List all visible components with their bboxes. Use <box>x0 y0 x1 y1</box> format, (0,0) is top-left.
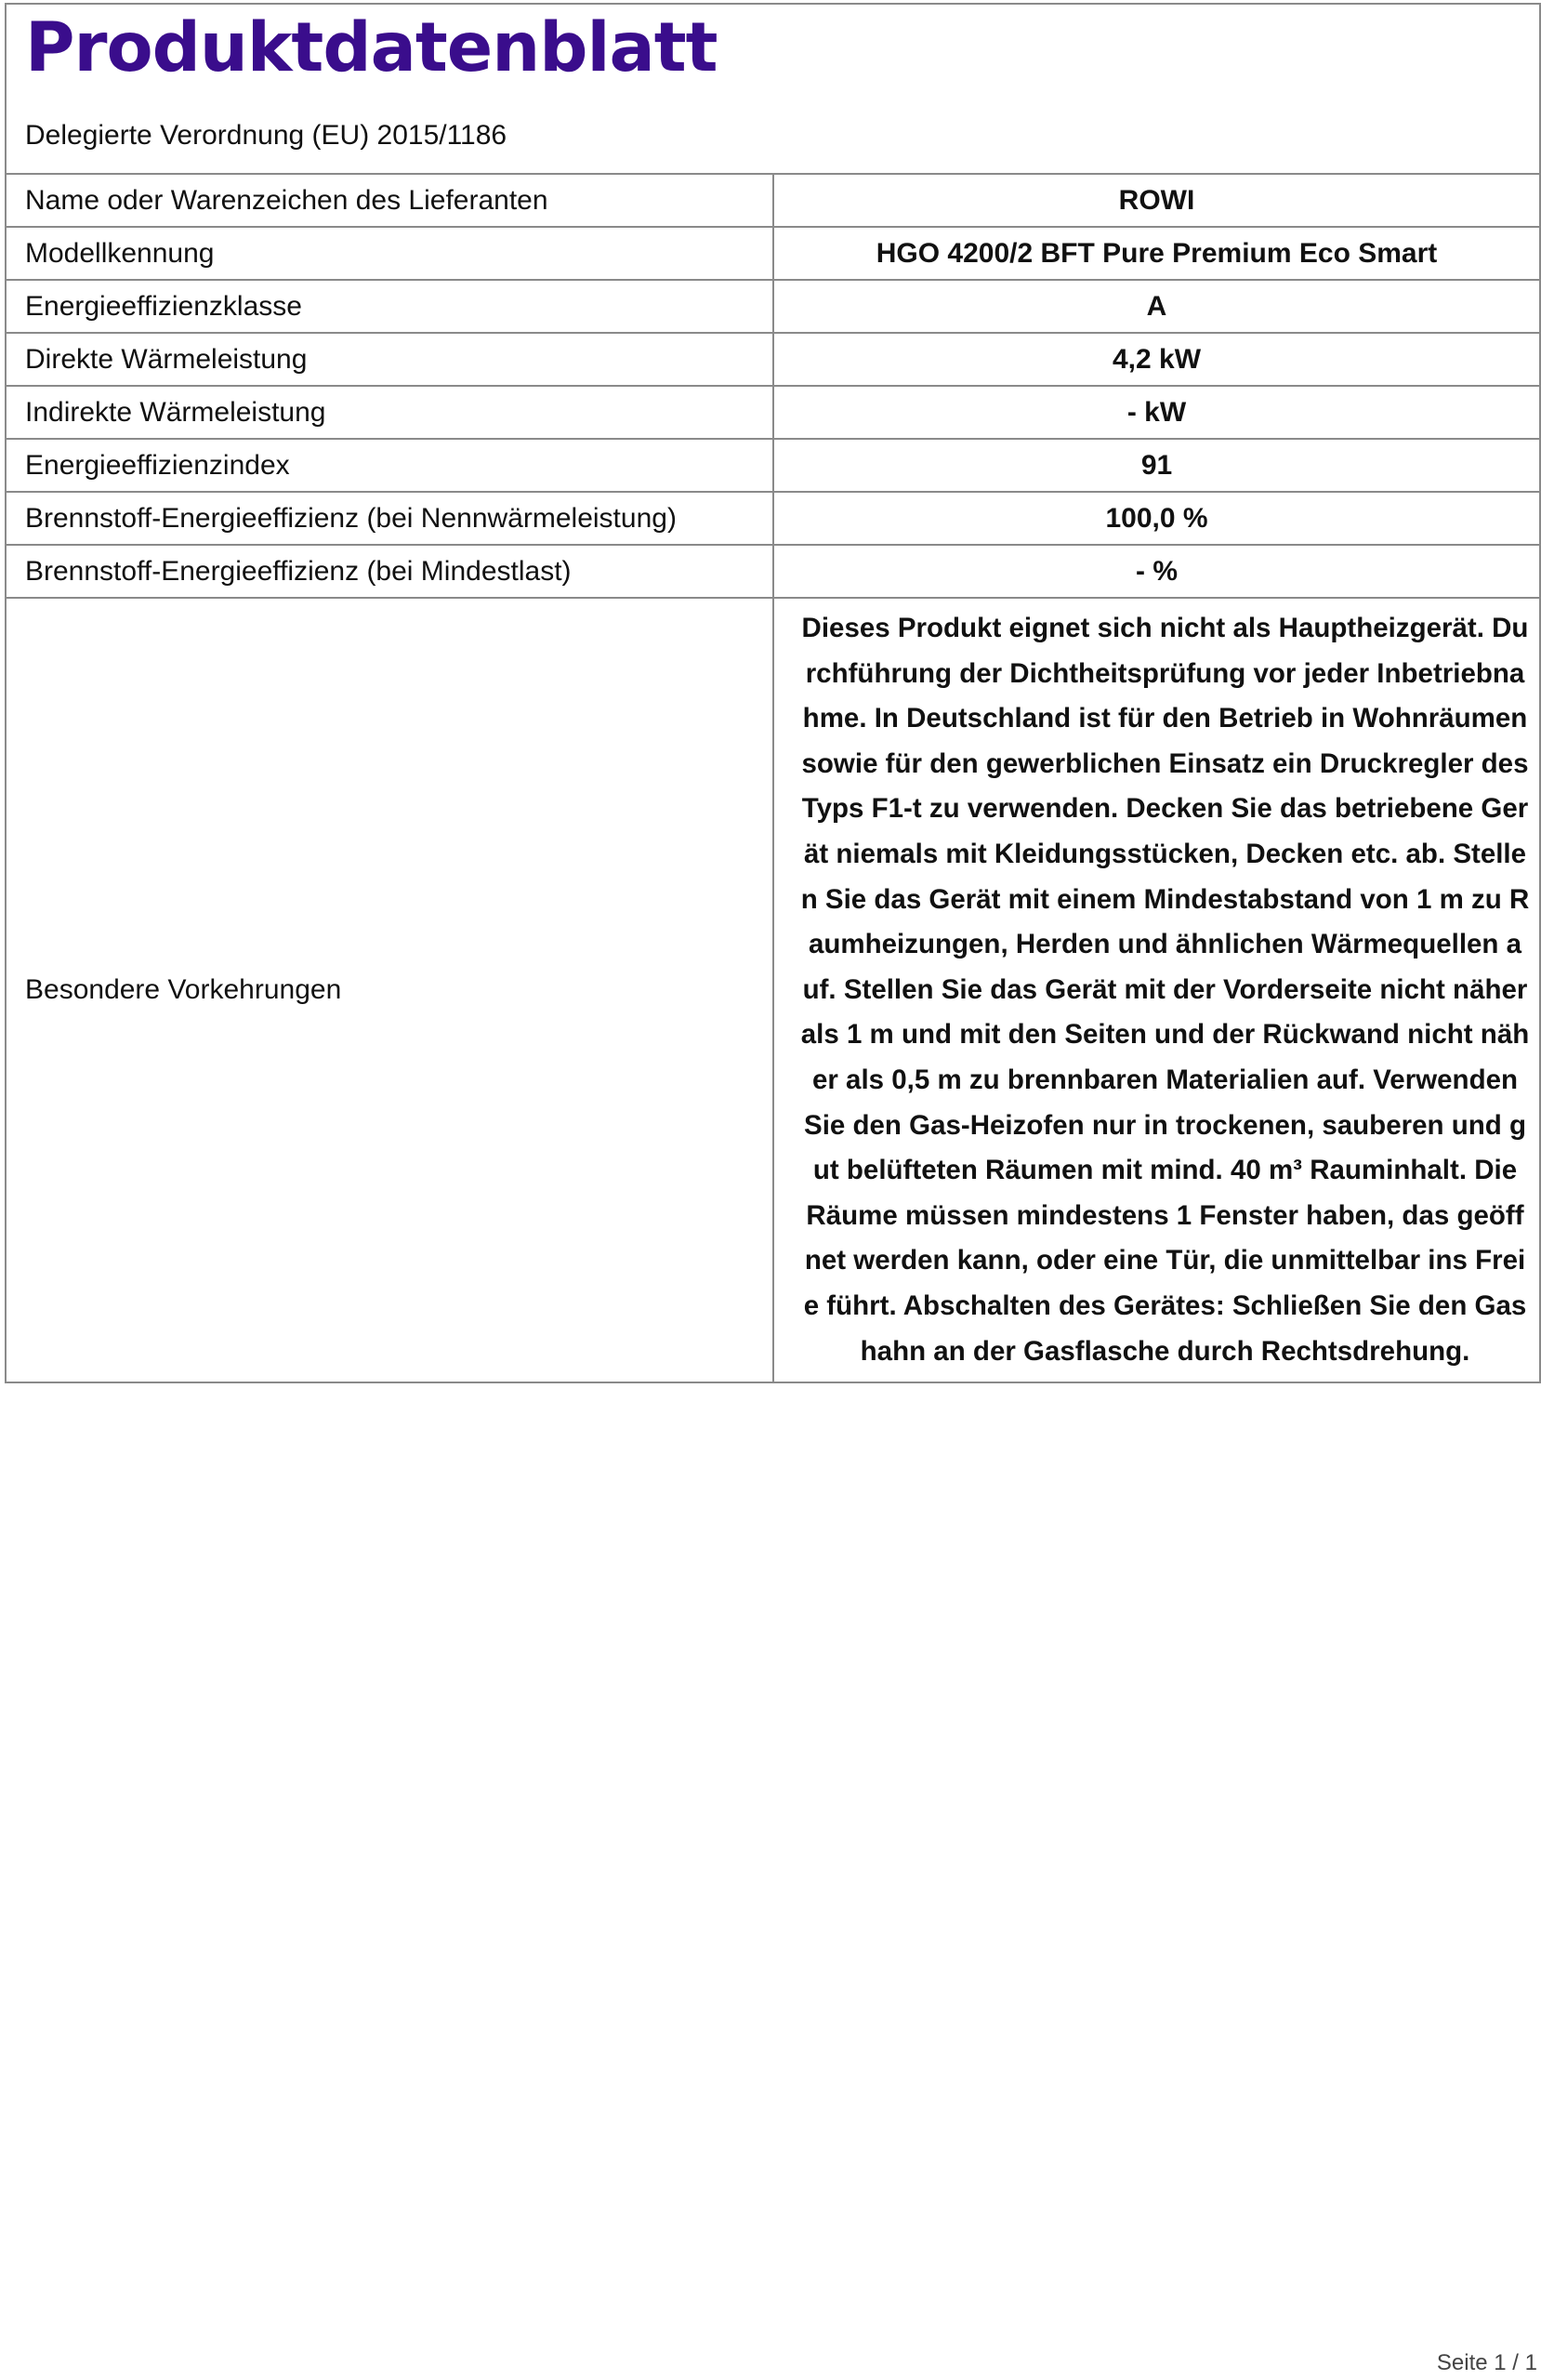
data-table <box>7 175 1539 1383</box>
row-label-supplier: Name oder Warenzeichen des Lieferanten <box>7 175 773 227</box>
table-row <box>7 439 1539 492</box>
row-value-supplier: ROWI <box>773 175 1539 227</box>
row-label-direct-heat: Direkte Wärmeleistung <box>7 333 773 386</box>
table-row <box>7 333 1539 386</box>
row-value-precautions: Dieses Produkt eignet sich nicht als Hauptheizgerät. Durchführung der Dichtheitsprüfung vor jeder Inbetriebnahme. In Deutschland ist für den Betrieb in Wohnräumen sowie für den gewerblichen Einsatz ein Druckregler des Typs F1-t zu verwenden. Decken Sie das betriebene Gerät niemals mit Kleidungsstücken, Decken etc. ab. Stellen Sie das Gerät mit einem Mindestabstand von 1 m zu Raumheizungen, Herden und ähnlichen Wärmequellen auf. Stellen Sie das Gerät mit der Vorderseite nicht näher als 1 m und mit den Seiten und der Rückwand nicht näher als 0,5 m zu brennbaren Materialien auf. Verwenden Sie den Gas-Heizofen nur in trockenen, sauberen und gut belüfteten Räumen mit mind. 40 m³ Rauminhalt. Die Räume müssen mindestens 1 Fenster haben, das geöffnet werden kann, oder eine Tür, die unmittelbar ins Freie führt. Abschalten des Gerätes: Schließen Sie den Gashahn an der Gasflasche durch Rechtsdrehung. <box>773 598 1539 1382</box>
row-value-efficiency-class: A <box>773 280 1539 333</box>
table-row <box>7 175 1539 227</box>
row-label-precautions: Besondere Vorkehrungen <box>7 598 773 1382</box>
table-row <box>7 492 1539 545</box>
row-value-model: HGO 4200/2 BFT Pure Premium Eco Smart <box>773 227 1539 280</box>
row-value-indirect-heat: - kW <box>773 386 1539 439</box>
row-value-efficiency-index: 91 <box>773 439 1539 492</box>
row-label-model: Modellkennung <box>7 227 773 280</box>
row-label-fuel-efficiency-nominal: Brennstoff-Energieeffizienz (bei Nennwärmeleistung) <box>7 492 773 545</box>
table-row-precautions <box>7 598 1539 1382</box>
product-data-sheet <box>5 3 1541 1383</box>
title-row <box>7 5 1539 98</box>
row-label-indirect-heat: Indirekte Wärmeleistung <box>7 386 773 439</box>
table-row <box>7 227 1539 280</box>
table-row <box>7 386 1539 439</box>
regulation-text: Delegierte Verordnung (EU) 2015/1186 <box>25 119 507 151</box>
page-number: Seite 1 / 1 <box>1436 2350 1537 2375</box>
row-label-fuel-efficiency-minimum: Brennstoff-Energieeffizienz (bei Mindestlast) <box>7 545 773 598</box>
row-label-efficiency-index: Energieeffizienzindex <box>7 439 773 492</box>
row-value-fuel-efficiency-minimum: - % <box>773 545 1539 598</box>
table-row <box>7 545 1539 598</box>
regulation-row <box>7 98 1539 175</box>
page-title: Produktdatenblatt <box>25 7 718 87</box>
row-value-direct-heat: 4,2 kW <box>773 333 1539 386</box>
row-value-fuel-efficiency-nominal: 100,0 % <box>773 492 1539 545</box>
row-label-efficiency-class: Energieeffizienzklasse <box>7 280 773 333</box>
table-row <box>7 280 1539 333</box>
